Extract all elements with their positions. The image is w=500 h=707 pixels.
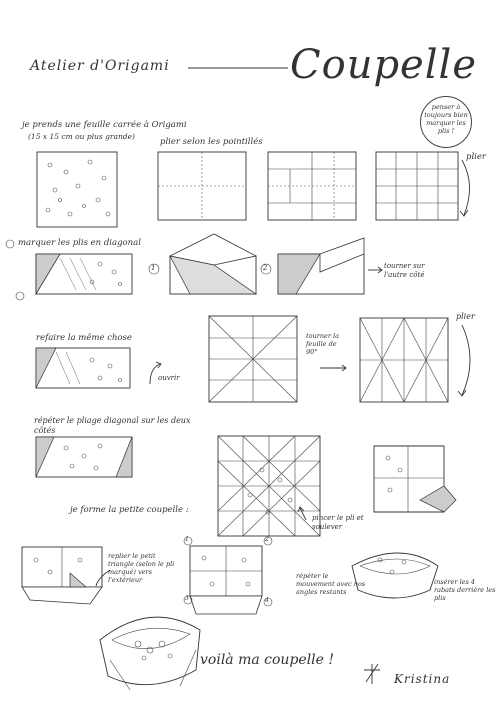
step5-insert-text: insérer les 4 rabats derrière les plis [434,578,496,602]
circle-num-2: 2 [263,264,268,272]
step3-turn-text: tourner la feuille de 90° [306,332,339,356]
corner-num-4: 4 [265,597,269,604]
corner-num-2: 2 [265,536,269,543]
step1-plier-label: plier [466,152,486,162]
step2-turn-text: tourner sur l'autre côté [384,262,425,279]
step1-fold-text: plier selon les pointillés [160,137,263,147]
step2-text: marquer les plis en diagonal [18,238,141,248]
step4-pinch-text: pincer le pli et soulever [312,514,364,531]
step3-open-text: ouvrir [158,374,180,382]
step5-replier-text: replier le petit triangle (selon le pli marqué) vers l'extérieur [108,552,175,584]
step5-repeat-text: répéter le mouvement avec nos angles restants [296,572,366,596]
corner-num-1: 1 [185,536,189,543]
page-title: Coupelle [290,42,477,88]
signature-mark [364,664,380,684]
step4-form-text: je forme la petite coupelle : [70,505,189,515]
tip-note: penser à toujours bien marquer les plis ! [420,96,472,148]
step3-text: refaire la même chose [36,333,132,343]
circle-num-1: 1 [151,264,156,272]
corner-num-3: 3 [185,595,189,602]
signature-name: Kristina [394,672,451,686]
step4-text: répéter le pliage diagonal sur les deux côtés [34,416,191,435]
step3-plier-label: plier [456,312,475,321]
atelier-heading: Atelier d'Origami [30,58,170,74]
step1-text: je prends une feuille carrée à Origami [22,120,187,130]
final-caption: voilà ma coupelle ! [200,652,335,668]
step1-subtext: (15 x 15 cm ou plus grande) [28,132,135,141]
